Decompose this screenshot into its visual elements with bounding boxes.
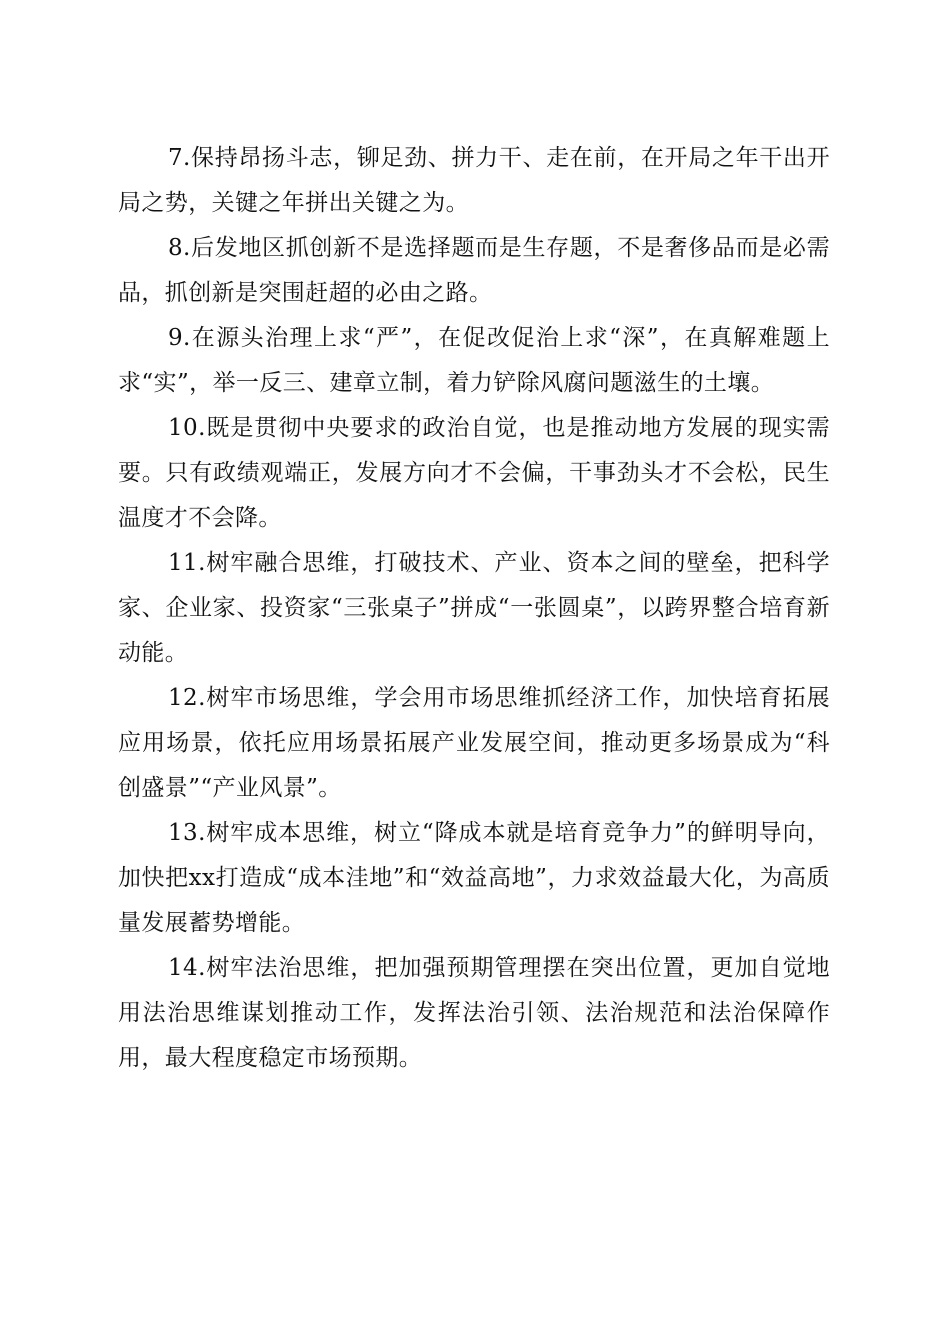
paragraph-13: 13.树牢成本思维，树立“降成本就是培育竞争力”的鲜明导向，加快把xx打造成“成本洼地”和“效益高地”，力求效益最大化，为高质量发展蓄势增能。 (118, 820, 830, 936)
paragraph-8: 8.后发地区抓创新不是选择题而是生存题，不是奢侈品而是必需品，抓创新是突围赶超的必由之路。 (118, 235, 830, 306)
paragraph-7: 7.保持昂扬斗志，铆足劲、拼力干、走在前，在开局之年干出开局之势，关键之年拼出关键之为。 (118, 145, 830, 216)
paragraph-9: 9.在源头治理上求“严”，在促改促治上求“深”，在真解难题上求“实”，举一反三、建章立制，着力铲除风腐问题滋生的土壤。 (118, 325, 830, 396)
paragraph-11: 11.树牢融合思维，打破技术、产业、资本之间的壁垒，把科学家、企业家、投资家“三张桌子”拼成“一张圆桌”，以跨界整合培育新动能。 (118, 550, 830, 666)
paragraph-14: 14.树牢法治思维，把加强预期管理摆在突出位置，更加自觉地用法治思维谋划推动工作，发挥法治引领、法治规范和法治保障作用，最大程度稳定市场预期。 (118, 955, 830, 1071)
document-body (118, 136, 830, 1081)
paragraph-10: 10.既是贯彻中央要求的政治自觉，也是推动地方发展的现实需要。只有政绩观端正，发展方向才不会偏，干事劲头才不会松，民生温度才不会降。 (118, 415, 830, 531)
paragraph-12: 12.树牢市场思维，学会用市场思维抓经济工作，加快培育拓展应用场景，依托应用场景拓展产业发展空间，推动更多场景成为“科创盛景”“产业风景”。 (118, 685, 830, 801)
